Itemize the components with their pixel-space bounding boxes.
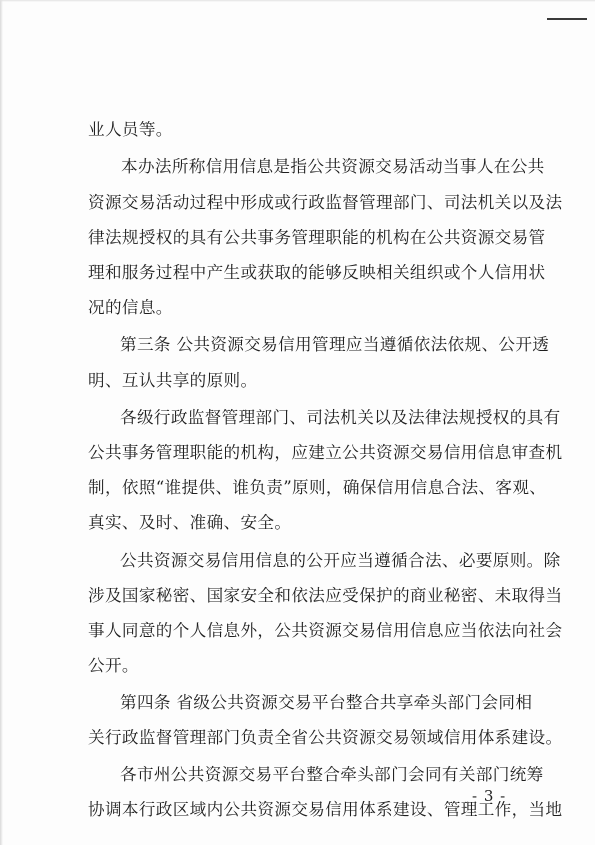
body-text-line: 本办法所称信用信息是指公共资源交易活动当事人在公共 bbox=[121, 157, 545, 176]
body-text-line: 各级行政监督管理部门、司法机关以及法律法规授权的具有 bbox=[120, 408, 561, 427]
body-text-line: 制，依照“谁提供、谁负责”原则，确保信用信息合法、客观、 bbox=[88, 478, 547, 497]
article-4-heading-line: 第四条 省级公共资源交易平台整合共享牵头部门会同相 bbox=[120, 693, 533, 712]
body-text-line: 各市州公共资源交易平台整合牵头部门会同有关部门统筹 bbox=[120, 765, 544, 784]
scan-edge-shadow bbox=[0, 0, 3, 845]
body-text-line: 真实、及时、准确、安全。 bbox=[88, 513, 292, 532]
body-text-line: 公开。 bbox=[88, 656, 139, 675]
body-text-line: 公共事务管理职能的机构，应建立公共资源交易信用信息审查机 bbox=[88, 443, 563, 462]
body-text-line: 明、互认共享的原则。 bbox=[88, 371, 258, 390]
body-text-line: 涉及国家秘密、国家安全和依法应受保护的商业秘密、未取得当 bbox=[88, 586, 563, 605]
body-text-line: 资源交易活动过程中形成或行政监督管理部门、司法机关以及法 bbox=[88, 193, 563, 212]
body-text-line: 律法规授权的具有公共事务管理职能的机构在公共资源交易管 bbox=[88, 228, 546, 247]
body-text-line: 事人同意的个人信息外，公共资源交易信用信息应当依法向社会 bbox=[88, 621, 563, 640]
body-text-line: 公共资源交易信用信息的公开应当遵循合法、必要原则。除 bbox=[120, 551, 561, 570]
body-text-line: 关行政监督管理部门负责全省公共资源交易领域信用体系建设。 bbox=[88, 728, 563, 747]
scan-mark bbox=[547, 18, 587, 20]
scan-top-shadow bbox=[0, 0, 595, 2]
body-text-line: 业人员等。 bbox=[88, 120, 173, 139]
body-text-line: 况的信息。 bbox=[88, 298, 173, 317]
page-number: - 3 - bbox=[472, 787, 507, 805]
body-text-line: 理和服务过程中产生或获取的能够反映相关组织或个人信用状 bbox=[88, 263, 546, 282]
article-3-heading-line: 第三条 公共资源交易信用管理应当遵循依法依规、公开透 bbox=[120, 335, 550, 354]
body-text-line: 协调本行政区域内公共资源交易信用体系建设、管理工作，当地 bbox=[88, 800, 563, 819]
